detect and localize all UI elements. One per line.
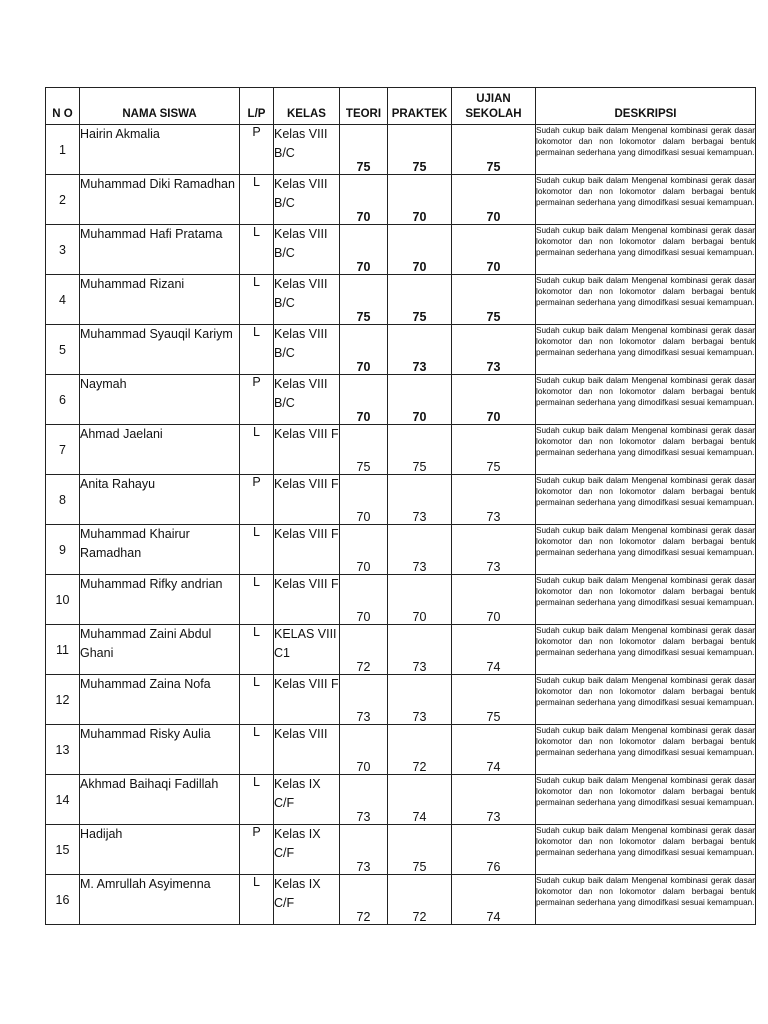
score-ujian-sekolah: 70 [452,225,536,275]
score-praktek: 70 [388,225,452,275]
header-no: N O [46,88,80,125]
gender-cell: P [240,125,274,175]
class-cell: Kelas VIII B/C [274,375,340,425]
class-cell: Kelas VIII [274,725,340,775]
score-ujian-sekolah: 75 [452,425,536,475]
student-name: Muhammad Khairur Ramadhan [80,525,240,575]
class-cell: Kelas VIII B/C [274,175,340,225]
score-ujian-sekolah: 73 [452,475,536,525]
class-cell: Kelas VIII B/C [274,125,340,175]
table-row [46,225,756,275]
score-ujian-sekolah: 74 [452,875,536,925]
description-cell: Sudah cukup baik dalam Mengenal kombinasi gerak dasar lokomotor dan non lokomotor dalam berbagai bentuk permainan sederhana yang dimodifkasi sesuai kemampuan. [536,375,756,425]
header-deskripsi: DESKRIPSI [536,88,756,125]
row-number: 8 [46,475,80,525]
class-cell: Kelas VIII B/C [274,325,340,375]
table-row [46,825,756,875]
class-cell: Kelas VIII B/C [274,225,340,275]
row-number: 11 [46,625,80,675]
description-cell: Sudah cukup baik dalam Mengenal kombinasi gerak dasar lokomotor dan non lokomotor dalam berbagai bentuk permainan sederhana yang dimodifkasi sesuai kemampuan. [536,825,756,875]
score-teori: 75 [340,125,388,175]
student-name: Anita Rahayu [80,475,240,525]
header-kelas: KELAS [274,88,340,125]
row-number: 3 [46,225,80,275]
description-cell: Sudah cukup baik dalam Mengenal kombinasi gerak dasar lokomotor dan non lokomotor dalam berbagai bentuk permainan sederhana yang dimodifkasi sesuai kemampuan. [536,425,756,475]
student-name: Muhammad Hafi Pratama [80,225,240,275]
score-teori: 70 [340,525,388,575]
score-praktek: 73 [388,675,452,725]
row-number: 6 [46,375,80,425]
score-teori: 73 [340,775,388,825]
student-name: Hadijah [80,825,240,875]
table-row [46,575,756,625]
table-row [46,325,756,375]
gender-cell: L [240,875,274,925]
student-name: Muhammad Zaina Nofa [80,675,240,725]
table-row [46,125,756,175]
score-praktek: 75 [388,825,452,875]
class-cell: Kelas IX C/F [274,875,340,925]
score-teori: 70 [340,325,388,375]
score-praktek: 72 [388,725,452,775]
row-number: 10 [46,575,80,625]
gender-cell: L [240,225,274,275]
table-row [46,875,756,925]
gender-cell: L [240,675,274,725]
class-cell: Kelas IX C/F [274,825,340,875]
score-praktek: 75 [388,425,452,475]
score-praktek: 72 [388,875,452,925]
student-name: Muhammad Syauqil Kariym [80,325,240,375]
class-cell: Kelas VIII F [274,575,340,625]
row-number: 2 [46,175,80,225]
gender-cell: P [240,825,274,875]
score-teori: 75 [340,275,388,325]
score-ujian-sekolah: 70 [452,175,536,225]
score-praktek: 74 [388,775,452,825]
row-number: 15 [46,825,80,875]
score-ujian-sekolah: 73 [452,325,536,375]
score-ujian-sekolah: 73 [452,525,536,575]
row-number: 13 [46,725,80,775]
description-cell: Sudah cukup baik dalam Mengenal kombinasi gerak dasar lokomotor dan non lokomotor dalam berbagai bentuk permainan sederhana yang dimodifkasi sesuai kemampuan. [536,775,756,825]
row-number: 16 [46,875,80,925]
gender-cell: L [240,575,274,625]
gender-cell: L [240,725,274,775]
description-cell: Sudah cukup baik dalam Mengenal kombinasi gerak dasar lokomotor dan non lokomotor dalam berbagai bentuk permainan sederhana yang dimodifkasi sesuai kemampuan. [536,475,756,525]
score-teori: 70 [340,175,388,225]
header-lp: L/P [240,88,274,125]
description-cell: Sudah cukup baik dalam Mengenal kombinasi gerak dasar lokomotor dan non lokomotor dalam berbagai bentuk permainan sederhana yang dimodifkasi sesuai kemampuan. [536,575,756,625]
score-praktek: 73 [388,525,452,575]
class-cell: KELAS VIII C1 [274,625,340,675]
score-praktek: 70 [388,575,452,625]
description-cell: Sudah cukup baik dalam Mengenal kombinasi gerak dasar lokomotor dan non lokomotor dalam berbagai bentuk permainan sederhana yang dimodifkasi sesuai kemampuan. [536,625,756,675]
student-name: Muhammad Diki Ramadhan [80,175,240,225]
gender-cell: L [240,525,274,575]
table-row [46,525,756,575]
header-nama-siswa: NAMA SISWA [80,88,240,125]
table-row [46,425,756,475]
class-cell: Kelas VIII F [274,475,340,525]
student-name: Akhmad Baihaqi Fadillah [80,775,240,825]
score-teori: 70 [340,225,388,275]
description-cell: Sudah cukup baik dalam Mengenal kombinasi gerak dasar lokomotor dan non lokomotor dalam berbagai bentuk permainan sederhana yang dimodifkasi sesuai kemampuan. [536,275,756,325]
description-cell: Sudah cukup baik dalam Mengenal kombinasi gerak dasar lokomotor dan non lokomotor dalam berbagai bentuk permainan sederhana yang dimodifkasi sesuai kemampuan. [536,225,756,275]
table-row [46,275,756,325]
class-cell: Kelas VIII F [274,425,340,475]
score-teori: 70 [340,725,388,775]
description-cell: Sudah cukup baik dalam Mengenal kombinasi gerak dasar lokomotor dan non lokomotor dalam berbagai bentuk permainan sederhana yang dimodifkasi sesuai kemampuan. [536,325,756,375]
class-cell: Kelas VIII F [274,525,340,575]
description-cell: Sudah cukup baik dalam Mengenal kombinasi gerak dasar lokomotor dan non lokomotor dalam berbagai bentuk permainan sederhana yang dimodifkasi sesuai kemampuan. [536,525,756,575]
table-row [46,675,756,725]
score-praktek: 75 [388,125,452,175]
table-row [46,775,756,825]
student-name: Hairin Akmalia [80,125,240,175]
gender-cell: L [240,325,274,375]
description-cell: Sudah cukup baik dalam Mengenal kombinasi gerak dasar lokomotor dan non lokomotor dalam berbagai bentuk permainan sederhana yang dimodifkasi sesuai kemampuan. [536,675,756,725]
header-teori: TEORI [340,88,388,125]
student-name: Ahmad Jaelani [80,425,240,475]
row-number: 9 [46,525,80,575]
grades-body [46,125,756,925]
score-praktek: 75 [388,275,452,325]
row-number: 5 [46,325,80,375]
gender-cell: L [240,175,274,225]
row-number: 4 [46,275,80,325]
score-ujian-sekolah: 75 [452,675,536,725]
score-teori: 75 [340,425,388,475]
description-cell: Sudah cukup baik dalam Mengenal kombinasi gerak dasar lokomotor dan non lokomotor dalam berbagai bentuk permainan sederhana yang dimodifkasi sesuai kemampuan. [536,175,756,225]
score-ujian-sekolah: 74 [452,725,536,775]
score-teori: 73 [340,675,388,725]
table-row [46,175,756,225]
gender-cell: L [240,425,274,475]
score-ujian-sekolah: 75 [452,275,536,325]
description-cell: Sudah cukup baik dalam Mengenal kombinasi gerak dasar lokomotor dan non lokomotor dalam berbagai bentuk permainan sederhana yang dimodifkasi sesuai kemampuan. [536,875,756,925]
score-ujian-sekolah: 74 [452,625,536,675]
gender-cell: P [240,475,274,525]
class-cell: Kelas VIII B/C [274,275,340,325]
class-cell: Kelas IX C/F [274,775,340,825]
gender-cell: L [240,275,274,325]
header-row [46,88,756,125]
student-name: Naymah [80,375,240,425]
score-teori: 70 [340,375,388,425]
student-name: Muhammad Rifky andrian [80,575,240,625]
table-row [46,625,756,675]
score-ujian-sekolah: 70 [452,375,536,425]
row-number: 1 [46,125,80,175]
grades-table [45,87,756,925]
score-teori: 70 [340,575,388,625]
gender-cell: P [240,375,274,425]
score-praktek: 73 [388,625,452,675]
score-ujian-sekolah: 75 [452,125,536,175]
header-ujian-sekolah: UJIAN SEKOLAH [452,88,536,125]
score-praktek: 70 [388,375,452,425]
score-ujian-sekolah: 76 [452,825,536,875]
gender-cell: L [240,775,274,825]
score-ujian-sekolah: 70 [452,575,536,625]
table-row [46,375,756,425]
header-praktek: PRAKTEK [388,88,452,125]
table-row [46,725,756,775]
score-praktek: 73 [388,475,452,525]
score-praktek: 73 [388,325,452,375]
row-number: 14 [46,775,80,825]
score-teori: 72 [340,625,388,675]
score-teori: 70 [340,475,388,525]
description-cell: Sudah cukup baik dalam Mengenal kombinasi gerak dasar lokomotor dan non lokomotor dalam berbagai bentuk permainan sederhana yang dimodifkasi sesuai kemampuan. [536,725,756,775]
score-teori: 73 [340,825,388,875]
score-praktek: 70 [388,175,452,225]
gender-cell: L [240,625,274,675]
row-number: 12 [46,675,80,725]
score-ujian-sekolah: 73 [452,775,536,825]
score-teori: 72 [340,875,388,925]
student-name: Muhammad Risky Aulia [80,725,240,775]
table-row [46,475,756,525]
student-name: M. Amrullah Asyimenna [80,875,240,925]
row-number: 7 [46,425,80,475]
class-cell: Kelas VIII F [274,675,340,725]
description-cell: Sudah cukup baik dalam Mengenal kombinasi gerak dasar lokomotor dan non lokomotor dalam berbagai bentuk permainan sederhana yang dimodifkasi sesuai kemampuan. [536,125,756,175]
student-name: Muhammad Zaini Abdul Ghani [80,625,240,675]
student-name: Muhammad Rizani [80,275,240,325]
